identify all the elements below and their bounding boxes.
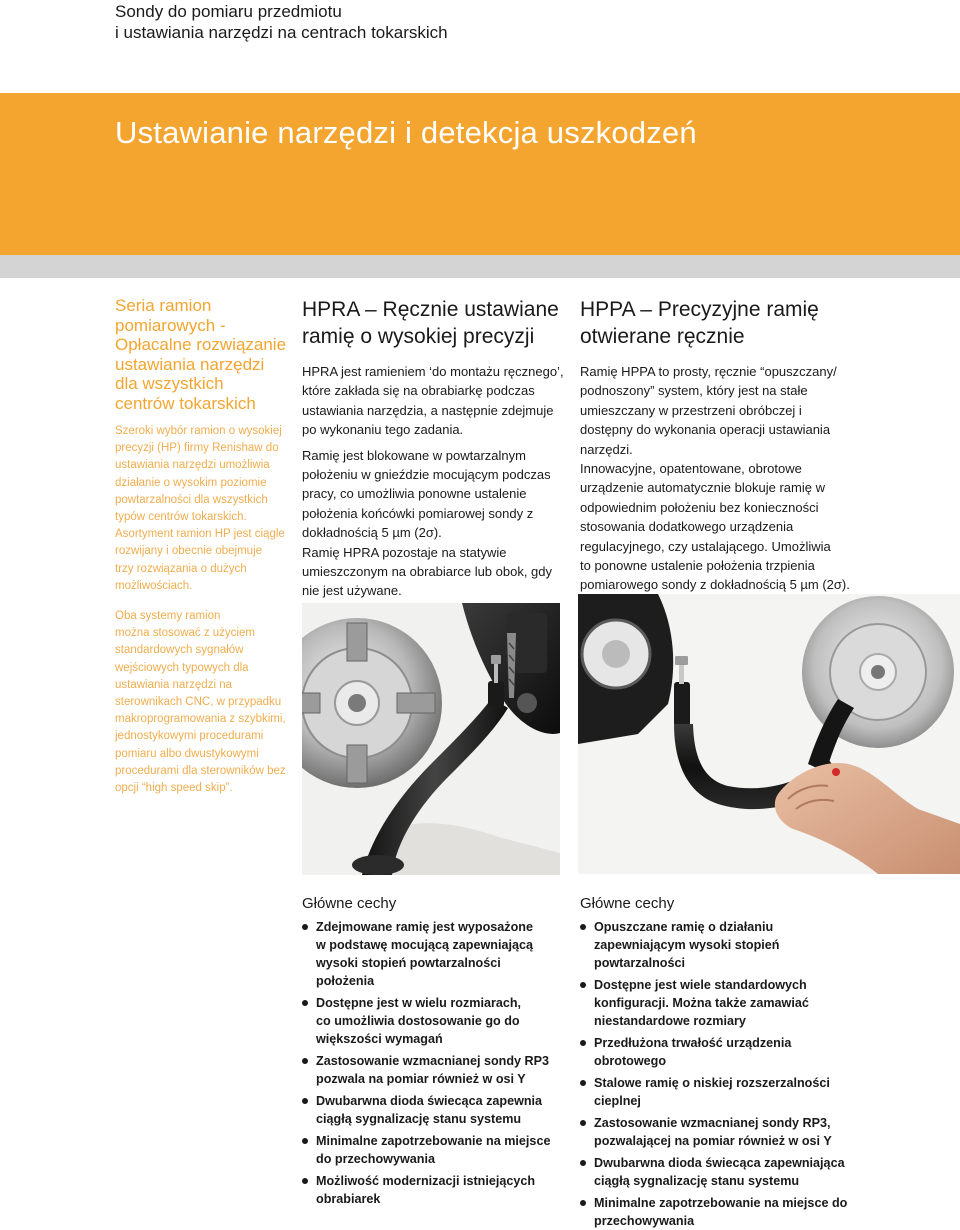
list-item [580,1074,880,1110]
text-line: można stosować z użyciem [115,627,255,640]
text-line: ciągłą sygnalizację stanu systemu [316,1112,522,1126]
hpra-photo-illustration [302,603,560,875]
list-item [580,1194,880,1230]
text-line: obrabiarek [316,1192,381,1206]
list-item [302,994,587,1048]
hppa-paragraph [580,362,855,595]
list-item [580,1114,880,1150]
text-line: Przedłużona trwałość urządzenia [594,1036,792,1050]
text-line: Ramię jest blokowane w powtarzalnym [302,447,526,463]
hppa-body [580,362,855,595]
text-line: podnoszony” system, który jest na stałe [580,383,808,399]
text-line: działanie o wysokim poziomie [115,476,267,489]
section-title: Ustawianie narzędzi i detekcja uszkodzeń [115,115,697,150]
text-line: wejściowych typowych dla [115,661,249,674]
list-item [580,918,880,972]
text-line: umieszczany w przestrzeni obróbczej i [580,402,802,418]
text-line: wysoki stopień powtarzalności [316,956,501,970]
intro-paragraph-1 [115,423,295,595]
text-line: Oba systemy ramion [115,610,221,623]
hpra-heading [302,296,564,350]
bullet-icon [302,1058,308,1064]
text-line: zapewniającym wysoki stopień [594,938,780,952]
hppa-heading [580,296,855,350]
text-line: konfiguracji. Można także zamawiać [594,996,809,1010]
hppa-column [580,296,855,595]
text-line: pomiarowego sondy z dokładnością 5 µm (2σ). [580,577,850,593]
text-line: w podstawę mocującą zapewniającą [316,938,533,952]
text-line: przechowywania [594,1214,695,1228]
list-item [302,918,587,990]
text-line: jednostykowymi procedurami [115,730,264,743]
bullet-icon [580,1160,586,1166]
hppa-features-title: Główne cechy [580,895,675,912]
text-line: Możliwość modernizacji istniejących [316,1174,536,1188]
text-line: Asortyment ramion HP jest ciągle [115,528,285,541]
hppa-photo [578,594,960,874]
document-title-line1: Sondy do pomiaru przedmiotu [115,2,342,21]
intro-heading-line: Opłacalne rozwiązanie [115,335,287,354]
intro-paragraph-2 [115,608,295,797]
text-line: Dwubarwna dioda świecąca zapewniająca [594,1156,845,1170]
text-line: Stalowe ramię o niskiej rozszerzalności [594,1076,830,1090]
text-line: sterownikach CNC, w przypadku [115,696,282,709]
text-line: większości wymagań [316,1032,443,1046]
hpra-body [302,362,564,601]
text-line: Minimalne zapotrzebowanie na miejsce [316,1134,551,1148]
text-line: Opuszczane ramię o działaniu [594,920,774,934]
text-line: Dostępne jest wiele standardowych [594,978,807,992]
text-line: odpowiednim położeniu bez konieczności [580,499,819,515]
section-banner [0,93,960,255]
text-line: to ponowne ustalenie położenia trzpienia [580,558,815,574]
text-line: regulacyjnego, czy ustalającego. Umożliwia [580,538,831,554]
hppa-photo-illustration [578,594,960,874]
bullet-icon [302,1138,308,1144]
text-line: stosowania dodatkowego urządzenia [580,519,794,535]
hpra-features-list [302,918,587,1208]
text-line: po wykonaniu tego zadania. [302,422,464,438]
text-line: pomiaru albo dwustykowymi [115,747,259,760]
text-line: które zakłada się na obrabiarkę podczas [302,383,535,399]
intro-heading-line: dla wszystkich [115,374,224,393]
text-line: narzędzi. [580,441,633,457]
text-line: dokładnością 5 µm (2σ). [302,525,442,541]
list-item [302,1172,587,1208]
text-line: trzy rozwiązania o dużych [115,562,247,575]
heading-line: HPRA – Ręcznie ustawiane [302,298,559,321]
text-line: ciągłą sygnalizację stanu systemu [594,1174,800,1188]
bullet-icon [302,1098,308,1104]
text-line: Zdejmowane ramię jest wyposażone [316,920,533,934]
text-line: położenia [316,974,375,988]
hpra-column [302,296,564,601]
text-line: typów centrów tokarskich. [115,511,247,524]
intro-heading-line: centrów tokarskich [115,393,256,413]
text-line: Zastosowanie wzmacnianej sondy RP3 [316,1054,550,1068]
text-line: pozwalającej na pomiar również w osi Y [594,1134,832,1148]
list-item [580,976,880,1030]
bullet-icon [580,1040,586,1046]
bullet-icon [580,982,586,988]
text-line: urządzenie automatycznie blokuje ramię w [580,480,825,496]
text-line: położeniu w gnieździe mocującym podczas [302,467,551,483]
text-line: procedurami dla sterowników bez [115,764,286,777]
text-line: cieplnej [594,1094,641,1108]
text-line: Ramię HPRA pozostaje na statywie [302,544,507,560]
list-item [302,1092,587,1128]
text-line: pozwala na pomiar również w osi Y [316,1072,526,1086]
hpra-paragraph-1 [302,362,564,440]
list-item [580,1034,880,1070]
text-line: umieszczonym na obrabiarce lub obok, gdy [302,564,553,580]
text-line: Szeroki wybór ramion o wysokiej [115,425,282,437]
document-title-line2: i ustawiania narzędzi na centrach tokarskich [115,23,448,42]
text-line: HPRA jest ramieniem ‘do montażu ręcznego’, [302,364,564,379]
text-line: co umożliwia dostosowanie go do [316,1014,520,1028]
heading-line: otwierane ręcznie [580,325,745,348]
bullet-icon [302,1000,308,1006]
list-item [302,1052,587,1088]
text-line: precyzji (HP) firmy Renishaw do [115,442,279,455]
hpra-photo [302,603,560,875]
text-line: możliwościach. [115,579,193,592]
hppa-features [580,893,880,1230]
bullet-icon [302,924,308,930]
heading-line: HPPA – Precyzyjne ramię [580,298,819,321]
intro-heading [115,296,295,413]
text-line: Dostępne jest w wielu rozmiarach, [316,996,522,1010]
text-line: rozwijany i obecnie obejmuje [115,545,263,558]
intro-column [115,296,295,797]
text-line: makroprogramowania z szybkimi, [115,713,286,726]
text-line: do przechowywania [316,1152,435,1166]
text-line: standardowych sygnałów [115,644,244,657]
list-item [302,1132,587,1168]
text-line: powtarzalności [594,956,685,970]
text-line: Minimalne zapotrzebowanie na miejsce do [594,1196,848,1210]
text-line: opcji “high speed skip”. [115,782,233,795]
hpra-features [302,893,587,1208]
text-line: ustawiania narzędzi umożliwia [115,459,270,472]
text-line: Zastosowanie wzmacnianej sondy RP3, [594,1116,831,1130]
heading-line: ramię o wysokiej precyzji [302,325,535,348]
bullet-icon [580,924,586,930]
text-line: powtarzalności dla wszystkich [115,493,268,506]
bullet-icon [580,1200,586,1206]
intro-heading-line: Seria ramion [115,296,212,315]
text-line: nie jest używane. [302,583,402,599]
intro-heading-line: pomiarowych - [115,315,226,335]
text-line: położenia końcówki pomiarowej sondy z [302,505,534,521]
divider-strip [0,255,960,278]
hpra-features-title: Główne cechy [302,895,397,912]
text-line: ustawiania narzędzia, a następnie zdejmuje [302,402,554,418]
hpra-paragraph-2 [302,446,564,601]
text-line: dostępny do wykonania operacji ustawiania [580,422,831,438]
text-line: Dwubarwna dioda świecąca zapewnia [316,1094,543,1108]
text-line: Innowacyjne, opatentowane, obrotowe [580,461,802,477]
text-line: pracy, co umożliwia ponowne ustalenie [302,486,527,502]
text-line: Ramię HPPA to prosty, ręcznie “opuszczany/ [580,364,837,379]
text-line: ustawiania narzędzi na [115,678,232,691]
bullet-icon [302,1178,308,1184]
bullet-icon [580,1080,586,1086]
bullet-icon [580,1120,586,1126]
text-line: obrotowego [594,1054,667,1068]
document-title [115,1,815,43]
text-line: niestandardowe rozmiary [594,1014,746,1028]
intro-heading-line: ustawiania narzędzi [115,354,265,374]
hppa-features-list [580,918,880,1230]
list-item [580,1154,880,1190]
